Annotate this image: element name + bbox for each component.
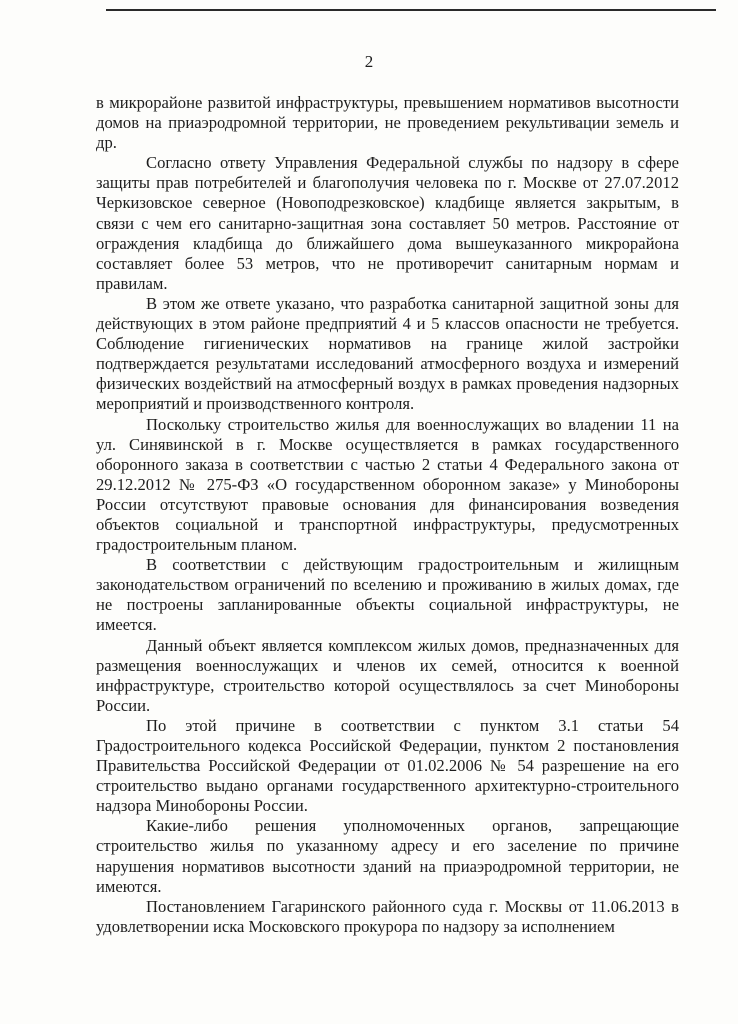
paragraph-cemetery-zone: Согласно ответу Управления Федеральной службы по надзору в сфере защиты прав потребителей и благополучия человека по г. Москве от 27.07.2012 Черкизовское северное (Новоподрезковское) кладбище является закрытым, в связи с чем его санитарно-защитная зона составляет 50 метров. Расстояние от ограждения кладбища до ближайшего дома вышеуказанного микрорайона составляет более 53 метров, что не противоречит санитарным нормам и правилам.: [96, 153, 679, 293]
paragraph-sanitary-zone: В этом же ответе указано, что разработка санитарной защитной зоны для действующих в этом районе предприятий 4 и 5 классов опасности не требуется. Соблюдение гигиенических нормативов на границе жилой застройки подтверждается результатами исследований атмосферного воздуха и измерений физических воздействий на атмосферный воздух в рамках проведения надзорных мероприятий и производственного контроля.: [96, 293, 679, 414]
header-rule: [106, 9, 716, 11]
paragraph-military-infrastructure: Данный объект является комплексом жилых домов, предназначенных для размещения военнослужащих и членов их семей, относится к военной инфраструктуре, строительство которой осуществлялось за счет Минобороны России.: [96, 635, 679, 715]
paragraph-housing-law: В соответствии с действующим градостроительным и жилищным законодательством ограничений по вселению и проживанию в жилых домах, где не построены запланированные объекты социальной инфраструктуры, не имеется.: [96, 555, 679, 635]
paragraph-defense-order: Поскольку строительство жилья для военнослужащих во владении 11 на ул. Синявинской в г. Москве осуществляется в рамках государственного оборонного заказа в соответствии с частью 2 статьи 4 Федерального закона от 29.12.2012 № 275-ФЗ «О государственном оборонном заказе» у Минобороны России отсутствуют правовые основания для финансирования возведения объектов социальной и транспортной инфраструктуры, предусмотренных градостроительным планом.: [96, 414, 679, 555]
paragraph-no-prohibitions: Какие-либо решения уполномоченных органов, запрещающие строительство жилья по указанному адресу и его заселение по причине нарушения нормативов высотности зданий на приаэродромной территории, не имеются.: [96, 816, 679, 896]
paragraph-construction-permit: По этой причине в соответствии с пунктом 3.1 статьи 54 Градостроительного кодекса Российской Федерации, пунктом 2 постановления Правительства Российской Федерации от 01.02.2006 № 54 разрешение на его строительство выдано органами государственного архитектурно-строительного надзора Минобороны России.: [96, 715, 679, 816]
paragraph-continuation: в микрорайоне развитой инфраструктуры, превышением нормативов высотности домов на приаэродромной территории, не проведением рекультивации земель и др.: [96, 93, 679, 153]
document-body: [96, 93, 679, 937]
paragraph-court-ruling: Постановлением Гагаринского районного суда г. Москвы от 11.06.2013 в удовлетворении иска Московского прокурора по надзору за исполнением: [96, 896, 679, 936]
page-number: 2: [364, 52, 374, 71]
